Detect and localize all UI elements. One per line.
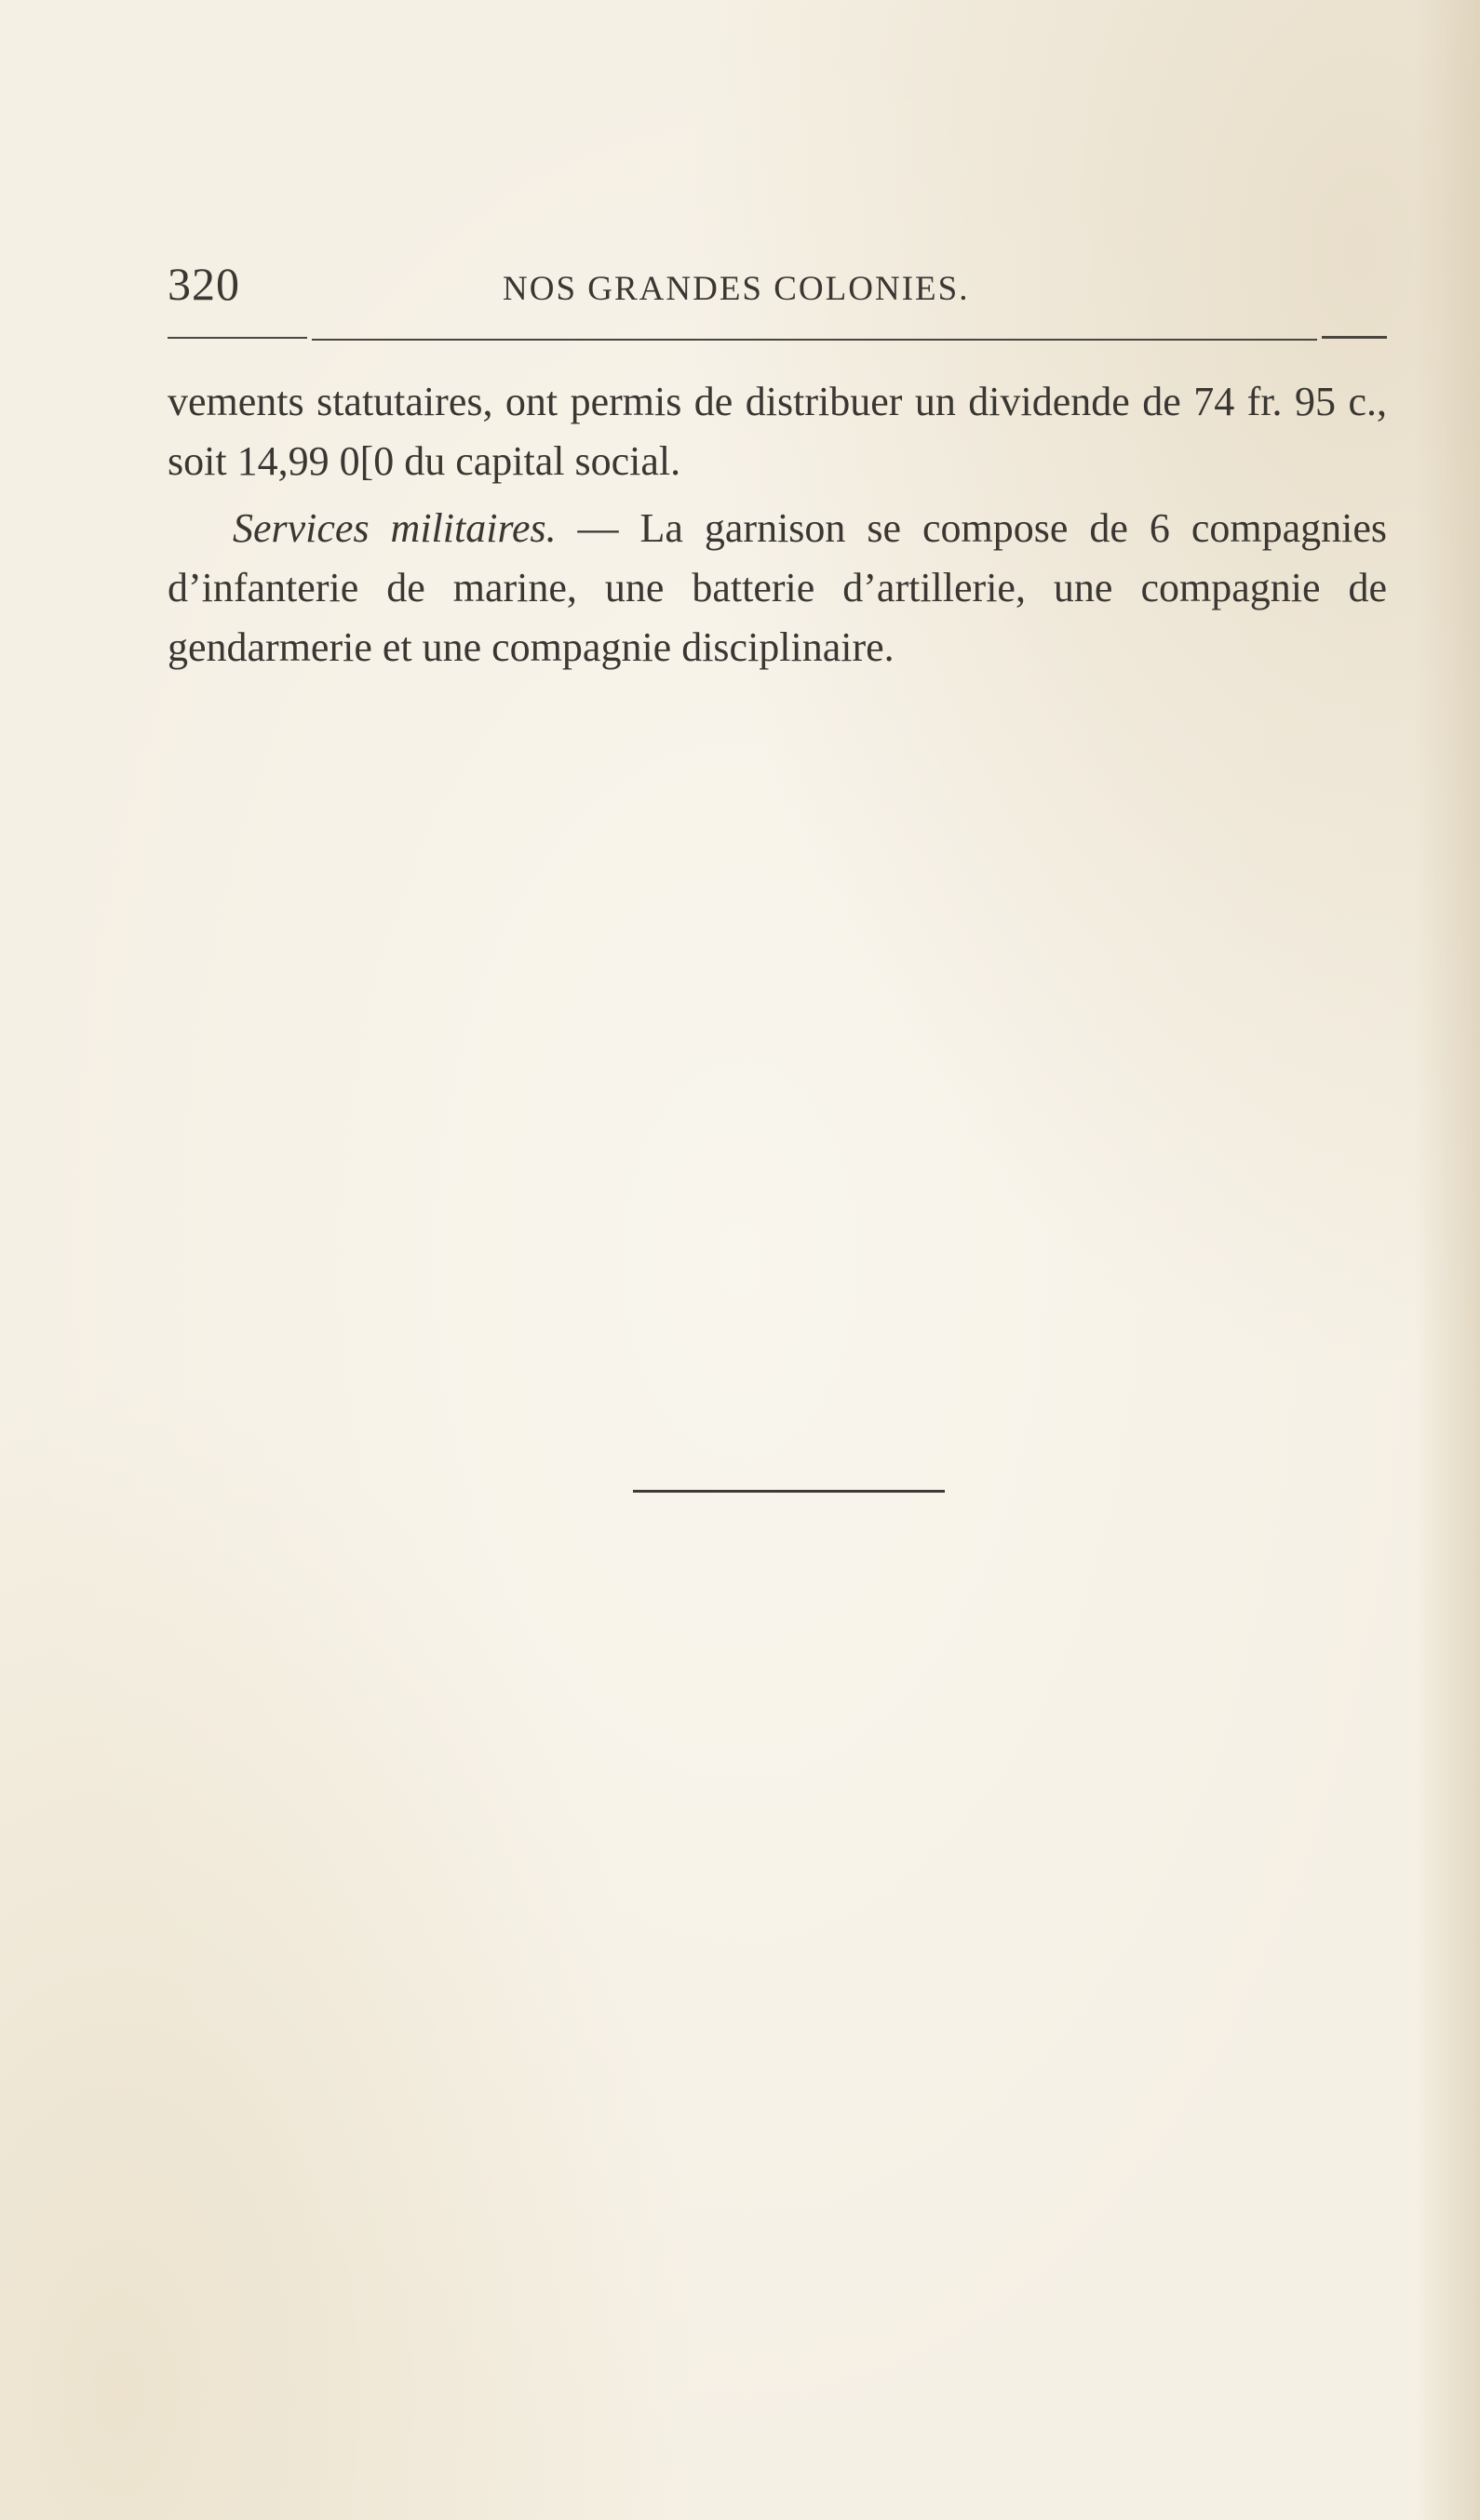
header-rule-right <box>1322 336 1387 339</box>
header-rule <box>312 339 1317 341</box>
paragraph-2-text: — La garnison se compose de 6 compagnies d’infanterie de marine, une batterie d’artillerie, une compagnie de gendarmerie et une compagnie disciplinaire. <box>168 505 1387 670</box>
paragraph-1 <box>168 372 1387 491</box>
header-rule-left <box>168 337 307 339</box>
page-header <box>168 251 1387 316</box>
page-number: 320 <box>168 258 240 310</box>
paragraph-1-text: vements statutaires, ont permis de distribuer un dividende de 74 fr. 95 c., soit 14,99 0[0 du capital social. <box>168 379 1387 484</box>
section-heading-services-militaires: Services militaires. <box>233 505 557 551</box>
paragraph-2 <box>168 499 1387 677</box>
end-of-section-rule <box>633 1490 945 1493</box>
body-text <box>168 372 1387 685</box>
page-edge-shadow <box>1415 0 1480 2520</box>
running-title: NOS GRANDES COLONIES. <box>503 270 970 308</box>
